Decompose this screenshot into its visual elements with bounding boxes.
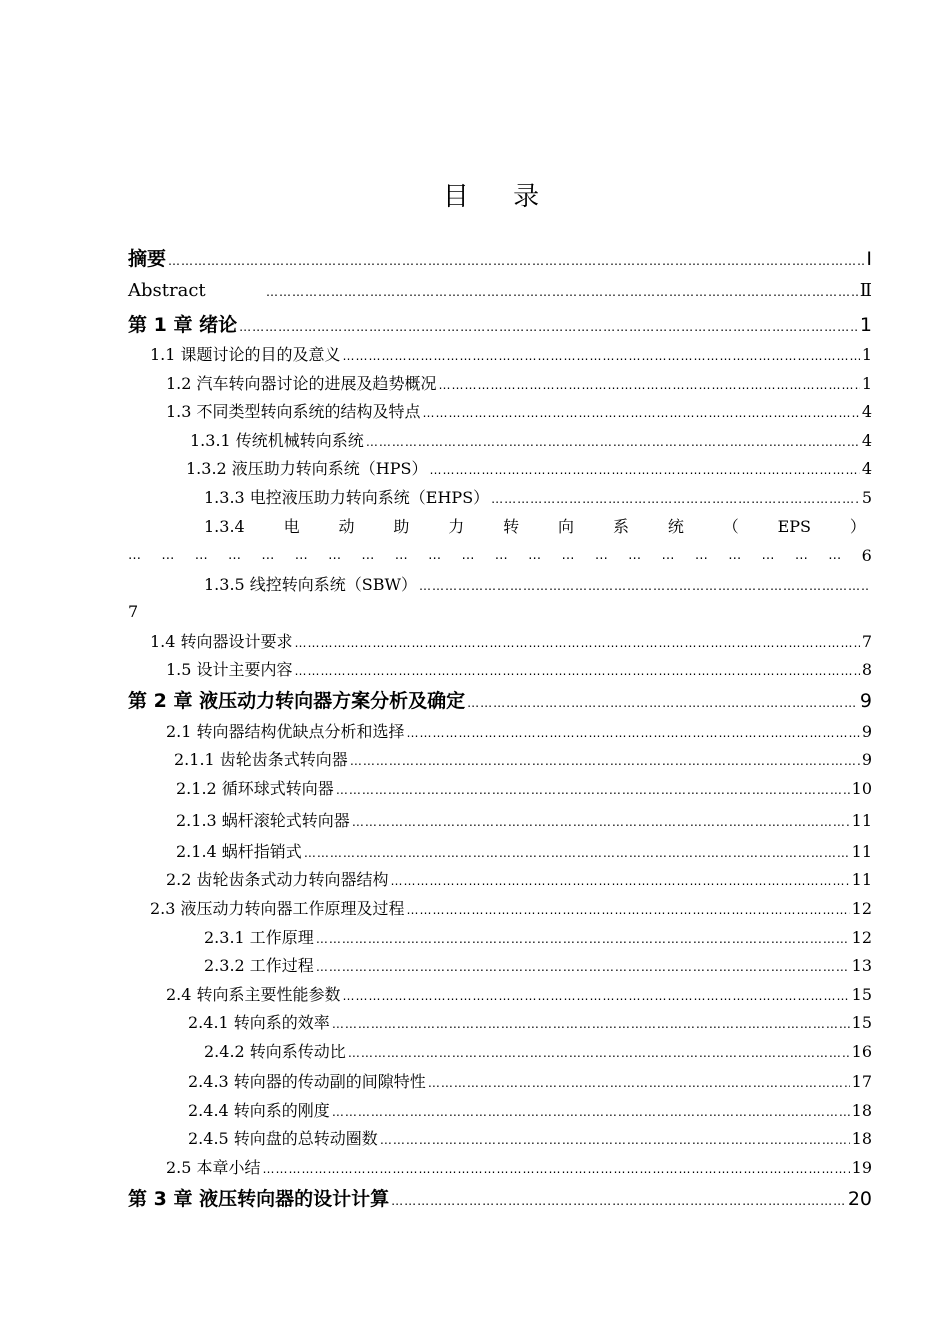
toc-label: 2.4.1 转向系的效率 — [188, 1013, 330, 1032]
leader-dots — [168, 248, 864, 274]
leader-dots — [467, 690, 858, 716]
toc-label: 1.3.3 电控液压助力转向系统（EHPS） — [204, 488, 490, 507]
leader-dots — [491, 486, 860, 512]
toc-entry-2-3[interactable] — [150, 896, 872, 922]
toc-entry-2-1-1[interactable] — [174, 747, 872, 773]
toc-entry-2-5[interactable] — [166, 1155, 872, 1181]
toc-page: 7 — [128, 602, 139, 621]
toc-label-part: 动 — [338, 517, 355, 536]
toc-label: 2.1.2 循环球式转向器 — [176, 779, 334, 798]
toc-label: 2.5 本章小结 — [166, 1158, 261, 1177]
leader-dots — [391, 1188, 846, 1214]
leader-dots — [428, 1070, 850, 1096]
leader-dots — [352, 809, 850, 835]
toc-entry-2-1-3[interactable] — [176, 808, 872, 834]
toc-label: 2.1.4 蜗杆指销式 — [176, 842, 302, 861]
toc-label: 第 1 章 绪论 — [128, 314, 238, 336]
toc-page: 11 — [851, 811, 872, 830]
toc-page: 4 — [861, 402, 872, 421]
toc-label: 1.5 设计主要内容 — [166, 660, 293, 679]
leader-dots — [295, 630, 860, 656]
toc-entry-2-1-4[interactable] — [176, 839, 872, 865]
toc-entry-2-4-3[interactable] — [188, 1069, 872, 1095]
toc-entry-1-2[interactable] — [166, 371, 872, 397]
toc-label: 2.4.2 转向系传动比 — [204, 1042, 346, 1061]
toc-page: 11 — [851, 870, 872, 889]
toc-page: 11 — [851, 842, 872, 861]
toc-entry-1-3-4-dots: … … … … … … … … … … … … … … … … … … … … … … 6 — [128, 543, 872, 569]
toc-page: 1 — [861, 374, 872, 393]
toc-entry-2-4-5[interactable] — [188, 1126, 872, 1152]
toc-entry-1-3-5[interactable] — [204, 572, 872, 598]
toc-page: Ⅱ — [859, 280, 872, 301]
toc-label: 2.1.1 齿轮齿条式转向器 — [174, 750, 348, 769]
toc-label: 2.4.5 转向盘的总转动圈数 — [188, 1129, 378, 1148]
toc-label-part: 转 — [503, 517, 520, 536]
toc-entry-1-3[interactable] — [166, 399, 872, 425]
toc-entry-1-3-2[interactable] — [186, 456, 872, 482]
toc-entry-1-3-4[interactable] — [204, 514, 866, 540]
toc-label: 2.1 转向器结构优缺点分析和选择 — [166, 722, 405, 741]
leader-dots — [423, 400, 860, 426]
leader-dots — [295, 658, 860, 684]
toc-entry-chapter-1[interactable] — [128, 312, 872, 338]
leader-dots — [332, 1011, 850, 1037]
leader-dots — [380, 1127, 850, 1153]
toc-page: 16 — [851, 1042, 872, 1061]
toc-page: 17 — [851, 1072, 872, 1091]
toc-page: 9 — [859, 690, 872, 712]
toc-page: Ⅰ — [866, 248, 872, 270]
toc-label-part: 系 — [612, 517, 629, 536]
toc-label: 1.2 汽车转向器讨论的进展及趋势概况 — [166, 374, 437, 393]
toc-label: 2.3.2 工作过程 — [204, 956, 314, 975]
leader-dots — [439, 372, 860, 398]
toc-page: 4 — [861, 431, 872, 450]
toc-entry-1-1[interactable] — [150, 342, 872, 368]
leader-dots — [263, 1156, 850, 1182]
toc-label-part: 向 — [558, 517, 575, 536]
toc-label: 1.3.1 传统机械转向系统 — [190, 431, 364, 450]
toc-label-part: （ — [722, 517, 739, 536]
toc-page: 20 — [847, 1188, 872, 1210]
leader-dots — [332, 1099, 850, 1125]
toc-label: 2.4.3 转向器的传动副的间隙特性 — [188, 1072, 426, 1091]
toc-entry-2-1-2[interactable] — [176, 776, 872, 802]
toc-page: 19 — [851, 1158, 872, 1177]
toc-entry-abstract-cn[interactable] — [128, 246, 872, 272]
toc-label: 2.4 转向系主要性能参数 — [166, 985, 341, 1004]
leader-dots — [350, 748, 860, 774]
toc-entry-chapter-3[interactable] — [128, 1186, 872, 1212]
toc-page: 7 — [861, 632, 872, 651]
leader-dots — [266, 279, 858, 305]
toc-page: 9 — [861, 722, 872, 741]
toc-page: 15 — [851, 985, 872, 1004]
leader-dots — [343, 983, 850, 1009]
toc-entry-2-4[interactable] — [166, 982, 872, 1008]
leader-dots — [407, 720, 860, 746]
toc-page: 1 — [859, 314, 872, 336]
toc-label: 第 2 章 液压动力转向器方案分析及确定 — [128, 690, 466, 712]
toc-label: 1.3.2 液压助力转向系统（HPS） — [186, 459, 428, 478]
toc-entry-2-3-1[interactable] — [204, 925, 872, 951]
toc-label-part: EPS — [777, 517, 812, 536]
leader-dots — [419, 573, 870, 599]
toc-label: 1.4 转向器设计要求 — [150, 632, 293, 651]
toc-page: 5 — [861, 488, 872, 507]
toc-title: 目 录 — [442, 182, 558, 212]
toc-label-part: 力 — [448, 517, 465, 536]
toc-label: 1.1 课题讨论的目的及意义 — [150, 345, 341, 364]
toc-page: 18 — [851, 1101, 872, 1120]
toc-label-part: 1.3.4 — [204, 517, 245, 536]
toc-entry-2-4-4[interactable] — [188, 1098, 872, 1124]
toc-entry-2-2[interactable] — [166, 867, 872, 893]
leader-dots — [343, 343, 860, 369]
leader-dots — [316, 926, 850, 952]
toc-label: 2.4.4 转向系的刚度 — [188, 1101, 330, 1120]
toc-entry-2-4-1[interactable] — [188, 1010, 872, 1036]
toc-label-part: 统 — [667, 517, 684, 536]
leader-dots — [429, 457, 859, 483]
toc-page: 10 — [851, 779, 872, 798]
toc-entry-abstract-en[interactable] — [128, 278, 872, 304]
toc-entry-2-4-2[interactable] — [204, 1039, 872, 1065]
toc-entry-2-3-2[interactable] — [204, 953, 872, 979]
toc-label: 第 3 章 液压转向器的设计计算 — [128, 1188, 390, 1210]
toc-label: 1.3 不同类型转向系统的结构及特点 — [166, 402, 421, 421]
leader-dots — [336, 777, 850, 803]
toc-entry-1-3-1[interactable] — [190, 428, 872, 454]
toc-page: 8 — [861, 660, 872, 679]
leader-dots — [348, 1040, 850, 1066]
toc-label: 1.3.5 线控转向系统（SBW） — [204, 575, 417, 594]
leader-dots — [316, 954, 850, 980]
toc-label: Abstract — [128, 280, 206, 301]
toc-entry-1-5[interactable] — [166, 657, 872, 683]
toc-page: 1 — [861, 345, 872, 364]
leader-dots — [391, 868, 850, 894]
toc-label: 2.1.3 蜗杆滚轮式转向器 — [176, 811, 350, 830]
toc-page: 6 — [861, 546, 872, 565]
toc-label: 2.3.1 工作原理 — [204, 928, 314, 947]
toc-label: 摘要 — [128, 248, 167, 270]
toc-entry-1-4[interactable] — [150, 629, 872, 655]
toc-page: 4 — [861, 459, 872, 478]
toc-page: 12 — [851, 899, 872, 918]
toc-page: 13 — [851, 956, 872, 975]
leader-dots — [304, 840, 850, 866]
toc-label-part: 助 — [393, 517, 410, 536]
toc-label: 2.2 齿轮齿条式动力转向器结构 — [166, 870, 389, 889]
leader-dots — [239, 314, 858, 340]
toc-label-part: 电 — [283, 517, 300, 536]
toc-entry-chapter-2[interactable] — [128, 688, 872, 714]
toc-entry-1-3-3[interactable] — [204, 485, 872, 511]
toc-label-part: ） — [849, 517, 866, 536]
toc-page: 12 — [851, 928, 872, 947]
toc-entry-2-1[interactable] — [166, 719, 872, 745]
toc-page: 9 — [861, 750, 872, 769]
leader-dots — [407, 897, 850, 923]
toc-label: 2.3 液压动力转向器工作原理及过程 — [150, 899, 405, 918]
toc-page: 18 — [851, 1129, 872, 1148]
toc-page: 15 — [851, 1013, 872, 1032]
leader-dots — [366, 429, 860, 455]
